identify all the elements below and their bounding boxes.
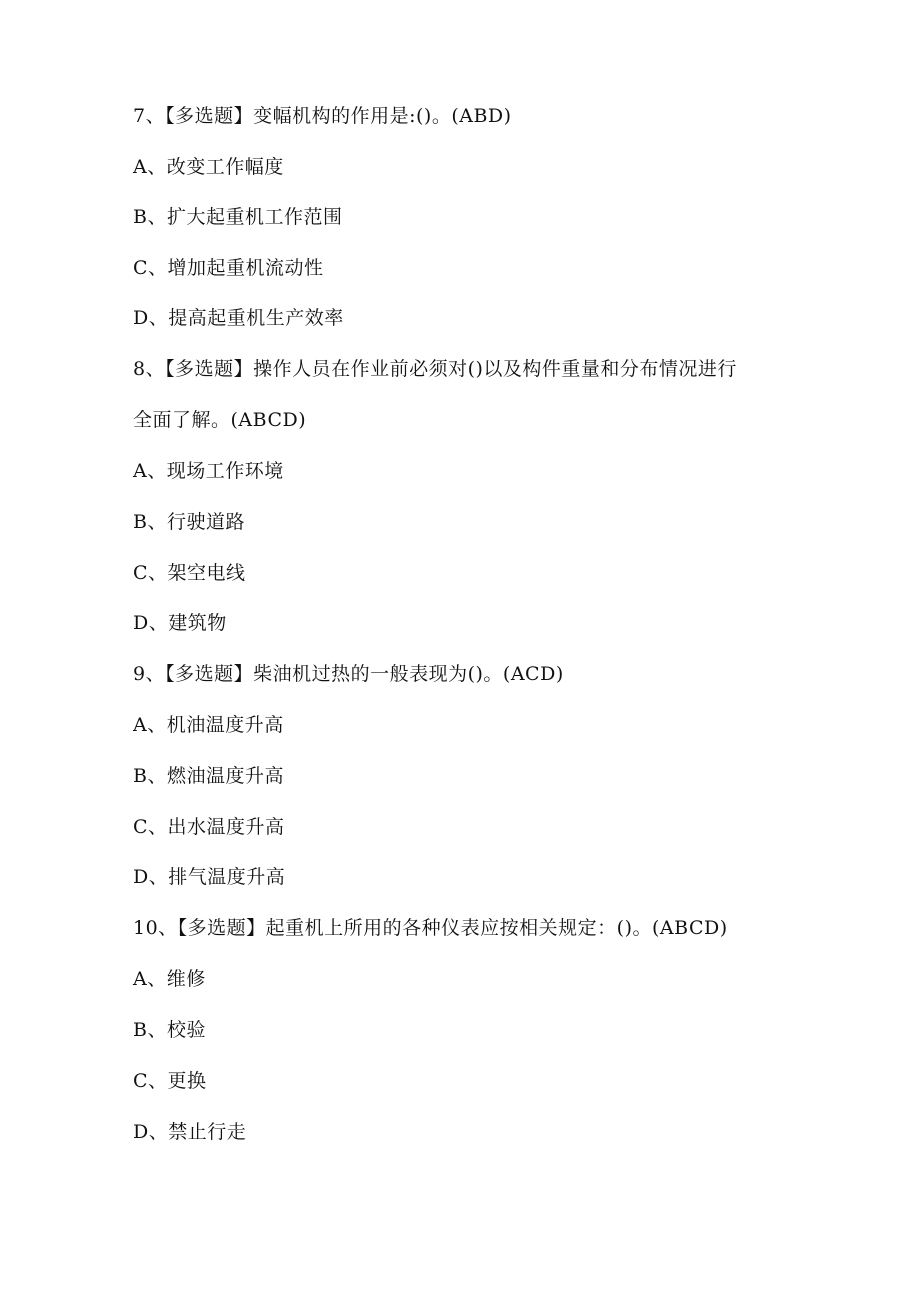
- question-9-option-d: D、排气温度升高: [133, 866, 286, 888]
- question-7-stem: 7、【多选题】变幅机构的作用是:()。(ABD): [133, 105, 512, 127]
- question-8-option-c: C、架空电线: [133, 562, 246, 584]
- question-8-option-d: D、建筑物: [133, 612, 227, 634]
- question-7-option-c: C、增加起重机流动性: [133, 257, 324, 279]
- question-9-option-a: A、机油温度升高: [133, 714, 284, 736]
- question-9-option-b: B、燃油温度升高: [133, 765, 284, 787]
- question-10-stem: 10、【多选题】起重机上所用的各种仪表应按相关规定：()。(ABCD): [133, 917, 728, 939]
- question-9-option-c: C、出水温度升高: [133, 816, 285, 838]
- question-7-option-a: A、改变工作幅度: [133, 156, 284, 178]
- question-7-option-d: D、提高起重机生产效率: [133, 307, 344, 329]
- question-10-option-c: C、更换: [133, 1070, 207, 1092]
- question-10-option-d: D、禁止行走: [133, 1121, 247, 1143]
- question-9-stem: 9、【多选题】柴油机过热的一般表现为()。(ACD): [133, 663, 564, 685]
- question-7-option-b: B、扩大起重机工作范围: [133, 206, 343, 228]
- question-8-stem-line2: 全面了解。(ABCD): [133, 409, 307, 431]
- question-10-option-b: B、校验: [133, 1019, 206, 1041]
- question-8-option-b: B、行驶道路: [133, 511, 245, 533]
- question-10-option-a: A、维修: [133, 968, 206, 990]
- question-8-option-a: A、现场工作环境: [133, 460, 284, 482]
- question-8-stem-line1: 8、【多选题】操作人员在作业前必须对()以及构件重量和分布情况进行: [133, 358, 737, 380]
